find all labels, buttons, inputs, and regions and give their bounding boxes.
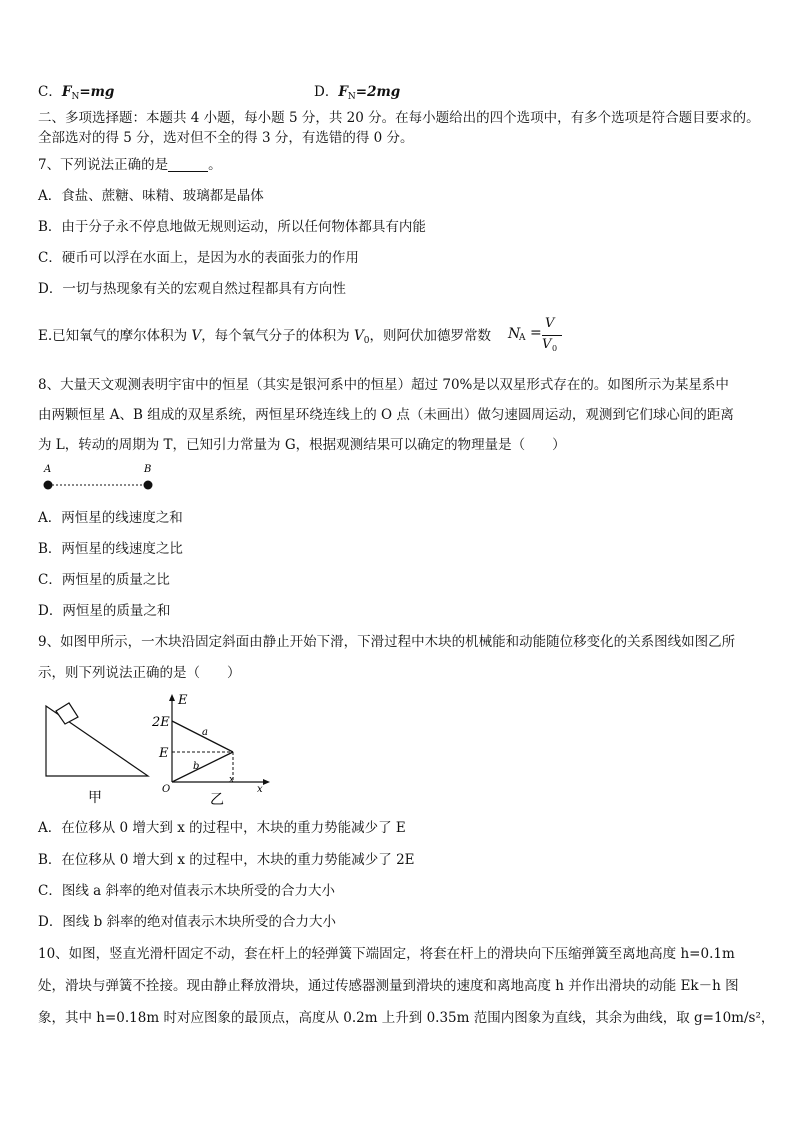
q7-option-a: A．食盐、蔗糖、味精、玻璃都是晶体 bbox=[38, 188, 264, 204]
x-axis-label: x bbox=[257, 784, 263, 795]
q6-option-d: D．$F_N=2mg$ bbox=[314, 84, 401, 102]
tick-2e-label: 2E bbox=[152, 715, 170, 730]
q9-option-b: B．在位移从 0 增大到 x 的过程中，木块的重力势能减少了 2E bbox=[38, 852, 415, 868]
section2-instructions-line1: 二、多项选择题：本题共 4 小题，每小题 5 分，共 20 分。在每小题给出的四个选项中，有多个选项是符合题目要求的。 bbox=[38, 110, 760, 126]
q9-stem-line2: 示，则下列说法正确的是（ ） bbox=[38, 665, 241, 681]
q8-option-b: B．两恒星的线速度之比 bbox=[38, 541, 183, 557]
q8-option-a: A．两恒星的线速度之和 bbox=[38, 510, 183, 526]
q10-stem-line3: 象，其中 h=0.18m 时对应图象的最顶点，高度从 0.2m 上升到 0.35m 范围内图象为直线，其余为曲线，取 g=10m/s²， bbox=[38, 1010, 775, 1026]
line-b-label: b bbox=[193, 761, 200, 772]
e-axis-arrow bbox=[169, 694, 175, 701]
q8-stem-line1: 8、大量天文观测表明宇宙中的恒星（其实是银河系中的恒星）超过 70%是以双星形式存在的。如图所示为某星系中 bbox=[38, 377, 729, 393]
q6-option-c: C．$F_N=mg$ bbox=[38, 84, 115, 102]
figure-yi-graph bbox=[151, 693, 270, 808]
star-b-dot bbox=[144, 481, 153, 490]
wooden-block bbox=[56, 703, 78, 724]
q7-stem: 7、下列说法正确的是 。 bbox=[38, 157, 222, 173]
q10-stem-line2: 处，滑块与弹簧不拴接。现由静止释放滑块，通过传感器测量到滑块的速度和离地高度 h 并作出滑块的动能 Ek－h 图 bbox=[38, 978, 739, 994]
tick-x-label: x bbox=[229, 775, 235, 785]
line-b bbox=[172, 752, 233, 782]
star-a-dot bbox=[44, 481, 53, 490]
q7-option-e: E.已知氧气的摩尔体积为 V，每个氧气分子的体积为 $V_0$，则阿伏加德罗常数 bbox=[38, 328, 491, 346]
q8-stem-line2: 由两颗恒星 A、B 组成的双星系统，两恒星环绕连线上的 O 点（未画出）做匀速圆周运动，观测到它们球心间的距离 bbox=[38, 407, 734, 423]
q7-option-d: D．一切与热现象有关的宏观自然过程都具有方向性 bbox=[38, 281, 346, 297]
star-b-label: B bbox=[144, 464, 152, 475]
e-axis-label: E bbox=[178, 693, 188, 708]
q7-answer-blank bbox=[168, 157, 208, 172]
q9-option-a: A．在位移从 0 增大到 x 的过程中，木块的重力势能减少了 E bbox=[38, 820, 406, 836]
q8-option-c: C．两恒星的质量之比 bbox=[38, 572, 170, 588]
star-a-label: A bbox=[44, 464, 52, 475]
binary-star-figure bbox=[38, 460, 168, 496]
q9-figures bbox=[38, 690, 288, 808]
q9-stem-line1: 9、如图甲所示，一木块沿固定斜面由静止开始下滑，下滑过程中木块的机械能和动能随位移变化的关系图线如图乙所 bbox=[38, 634, 736, 650]
figure-yi-label: 乙 bbox=[210, 792, 224, 808]
origin-label: O bbox=[162, 784, 171, 795]
avogadro-formula: N A = V V 0 bbox=[508, 316, 568, 358]
figure-jia-label: 甲 bbox=[88, 790, 102, 806]
q7-option-b: B．由于分子永不停息地做无规则运动，所以任何物体都具有内能 bbox=[38, 219, 426, 235]
fraction-bar bbox=[542, 335, 562, 336]
q7-option-c: C．硬币可以浮在水面上，是因为水的表面张力的作用 bbox=[38, 250, 359, 266]
tick-e-label: E bbox=[159, 746, 169, 761]
q10-stem-line1: 10、如图，竖直光滑杆固定不动，套在杆上的轻弹簧下端固定，将套在杆上的滑块向下压缩弹簧至离地高度 h=0.1m bbox=[38, 946, 735, 962]
line-a-label: a bbox=[202, 727, 208, 738]
q9-option-d: D．图线 b 斜率的绝对值表示木块所受的合力大小 bbox=[38, 914, 337, 930]
x-axis-arrow bbox=[263, 779, 270, 785]
q8-stem-line3: 为 L，转动的周期为 T，已知引力常量为 G，根据观测结果可以确定的物理量是（ ） bbox=[38, 437, 566, 453]
section2-instructions-line2: 全部选对的得 5 分，选对但不全的得 3 分，有选错的得 0 分。 bbox=[38, 130, 414, 146]
q9-option-c: C．图线 a 斜率的绝对值表示木块所受的合力大小 bbox=[38, 883, 335, 899]
figure-jia-incline bbox=[46, 703, 148, 806]
q8-option-d: D．两恒星的质量之和 bbox=[38, 603, 171, 619]
